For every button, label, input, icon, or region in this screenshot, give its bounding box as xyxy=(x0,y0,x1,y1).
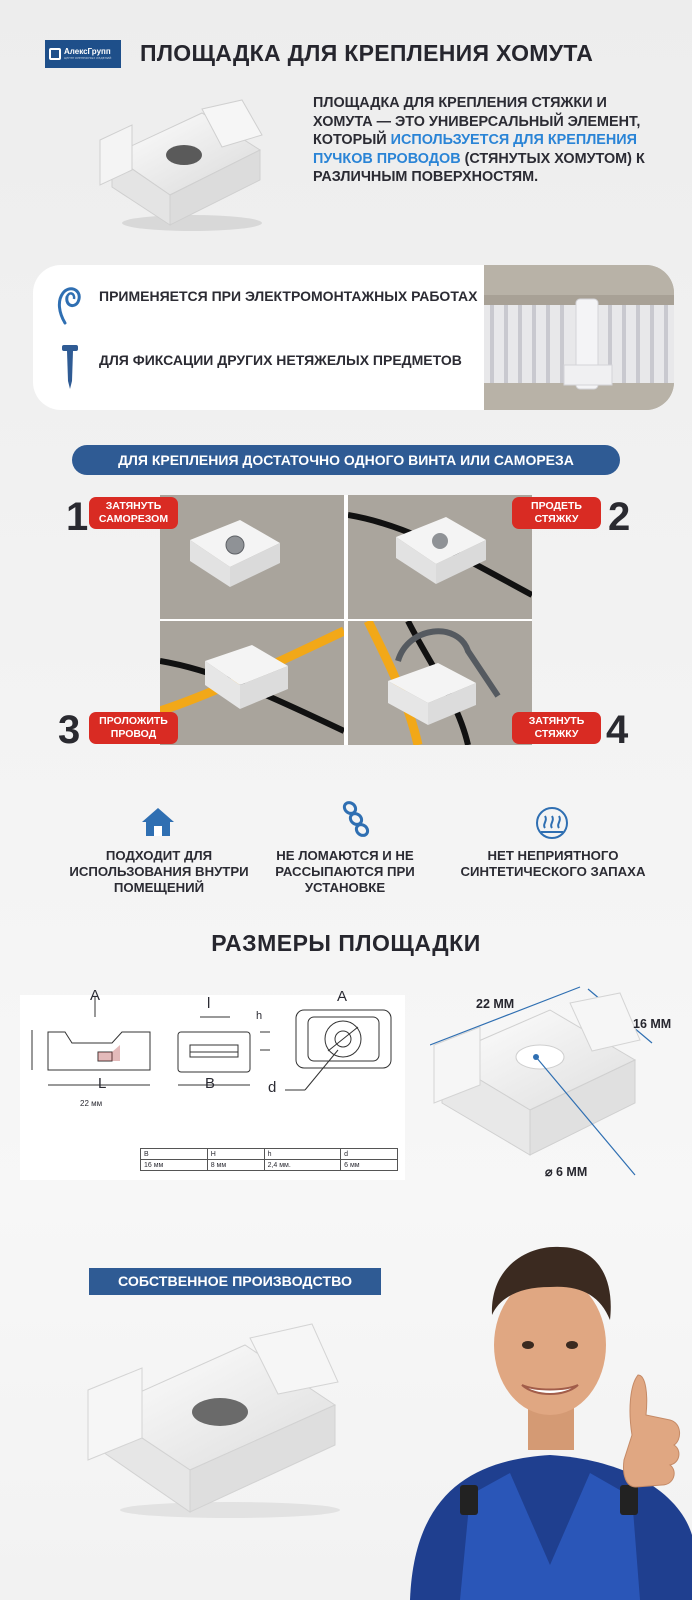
spec-table xyxy=(140,1148,398,1171)
feature-text-2: ДЛЯ ФИКСАЦИИ ДРУГИХ НЕТЯЖЕЛЫХ ПРЕДМЕТОВ xyxy=(99,352,462,368)
benefit-text-3: НЕТ НЕПРИЯТНОГО СИНТЕТИЧЕСКОГО ЗАПАХА xyxy=(460,848,646,879)
intro-part2: (СТЯНУТЫХ ХОМУТОМ) К РАЗЛИЧНЫМ ПОВЕРХНОСТЯМ. xyxy=(313,150,645,185)
step-photo-3 xyxy=(160,621,344,745)
label-d: d xyxy=(268,1079,277,1096)
label-a-side: A xyxy=(90,987,101,1004)
spec-value: 2,4 мм. xyxy=(264,1160,341,1171)
intro-part1: ПЛОЩАДКА ДЛЯ КРЕПЛЕНИЯ СТЯЖКИ И ХОМУТА — ЭТО УНИВЕРСАЛЬНЫЙ ЭЛЕМЕНТ, КОТОРЫЙ xyxy=(313,95,641,148)
step-number-3: 3 xyxy=(58,708,81,752)
spec-header: h xyxy=(264,1149,341,1160)
width-dimension-label: 16 ММ xyxy=(633,1017,672,1031)
step-photo-2 xyxy=(348,495,532,619)
mounting-note-banner: ДЛЯ КРЕПЛЕНИЯ ДОСТАТОЧНО ОДНОГО ВИНТА ИЛИ САМОРЕЗА xyxy=(72,445,620,475)
spec-header: B xyxy=(141,1149,208,1160)
product-hero-image xyxy=(92,95,272,235)
production-banner: СОБСТВЕННОЕ ПРОИЗВОДСТВО xyxy=(89,1268,381,1295)
step-label-2: ПРОДЕТЬ СТЯЖКУ xyxy=(512,497,601,529)
label-l: l xyxy=(207,995,211,1012)
cable-loop-icon xyxy=(55,283,85,325)
step-label-1: ЗАТЯНУТЬ САМОРЕЗОМ xyxy=(89,497,178,529)
house-icon xyxy=(140,806,176,838)
conduit-photo xyxy=(484,265,674,410)
spec-value: 6 мм xyxy=(341,1160,398,1171)
intro-highlight: ИСПОЛЬЗУЕТСЯ ДЛЯ КРЕПЛЕНИЯ ПУЧКОВ ПРОВОДОВ xyxy=(313,132,637,167)
step-photo-4 xyxy=(348,621,532,745)
label-width-22: 22 мм xyxy=(80,1099,103,1108)
page-title: ПЛОЩАДКА ДЛЯ КРЕПЛЕНИЯ ХОМУТА xyxy=(140,40,594,66)
spec-value: 8 мм xyxy=(207,1160,264,1171)
hole-dimension-label: ⌀ 6 ММ xyxy=(545,1165,588,1179)
dimension-3d-image xyxy=(430,985,670,1185)
no-odor-icon xyxy=(535,806,569,840)
length-dimension-label: 22 ММ xyxy=(476,997,515,1011)
logo-mark-icon xyxy=(49,48,61,60)
step-photo-1 xyxy=(160,495,344,619)
feature-text-1: ПРИМЕНЯЕТСЯ ПРИ ЭЛЕКТРОМОНТАЖНЫХ РАБОТАХ xyxy=(99,288,478,304)
label-B: B xyxy=(205,1075,216,1092)
product-bottom-image xyxy=(80,1320,350,1520)
intro-text xyxy=(313,94,663,187)
nail-icon xyxy=(61,343,79,391)
logo-text: АлексГрупп xyxy=(64,47,111,56)
sizes-heading: РАЗМЕРЫ ПЛОЩАДКИ xyxy=(211,930,481,956)
steps-grid xyxy=(160,495,532,745)
step-number-1: 1 xyxy=(66,495,89,539)
step-label-4: ЗАТЯНУТЬ СТЯЖКУ xyxy=(512,712,601,744)
benefit-text-2: НЕ ЛОМАЮТСЯ И НЕ РАССЫПАЮТСЯ ПРИ УСТАНОВКЕ xyxy=(275,848,415,895)
spec-header: d xyxy=(341,1149,398,1160)
chain-icon xyxy=(340,800,370,838)
worker-thumbs-up-image xyxy=(400,1235,692,1600)
step-number-4: 4 xyxy=(606,708,629,752)
label-L: L xyxy=(98,1075,107,1092)
benefit-text-1: ПОДХОДИТ ДЛЯ ИСПОЛЬЗОВАНИЯ ВНУТРИ ПОМЕЩЕНИЙ xyxy=(69,848,249,895)
spec-header: H xyxy=(207,1149,264,1160)
step-label-3: ПРОЛОЖИТЬ ПРОВОД xyxy=(89,712,178,744)
logo-subtext: ЦЕНТР КРЕПЕЖНЫХ ИЗДЕЛИЙ xyxy=(64,56,112,60)
label-a-top: A xyxy=(337,988,348,1005)
label-h: h xyxy=(256,1010,263,1022)
spec-value: 16 мм xyxy=(141,1160,208,1171)
step-number-2: 2 xyxy=(608,495,631,539)
brand-logo[interactable] xyxy=(45,40,121,68)
